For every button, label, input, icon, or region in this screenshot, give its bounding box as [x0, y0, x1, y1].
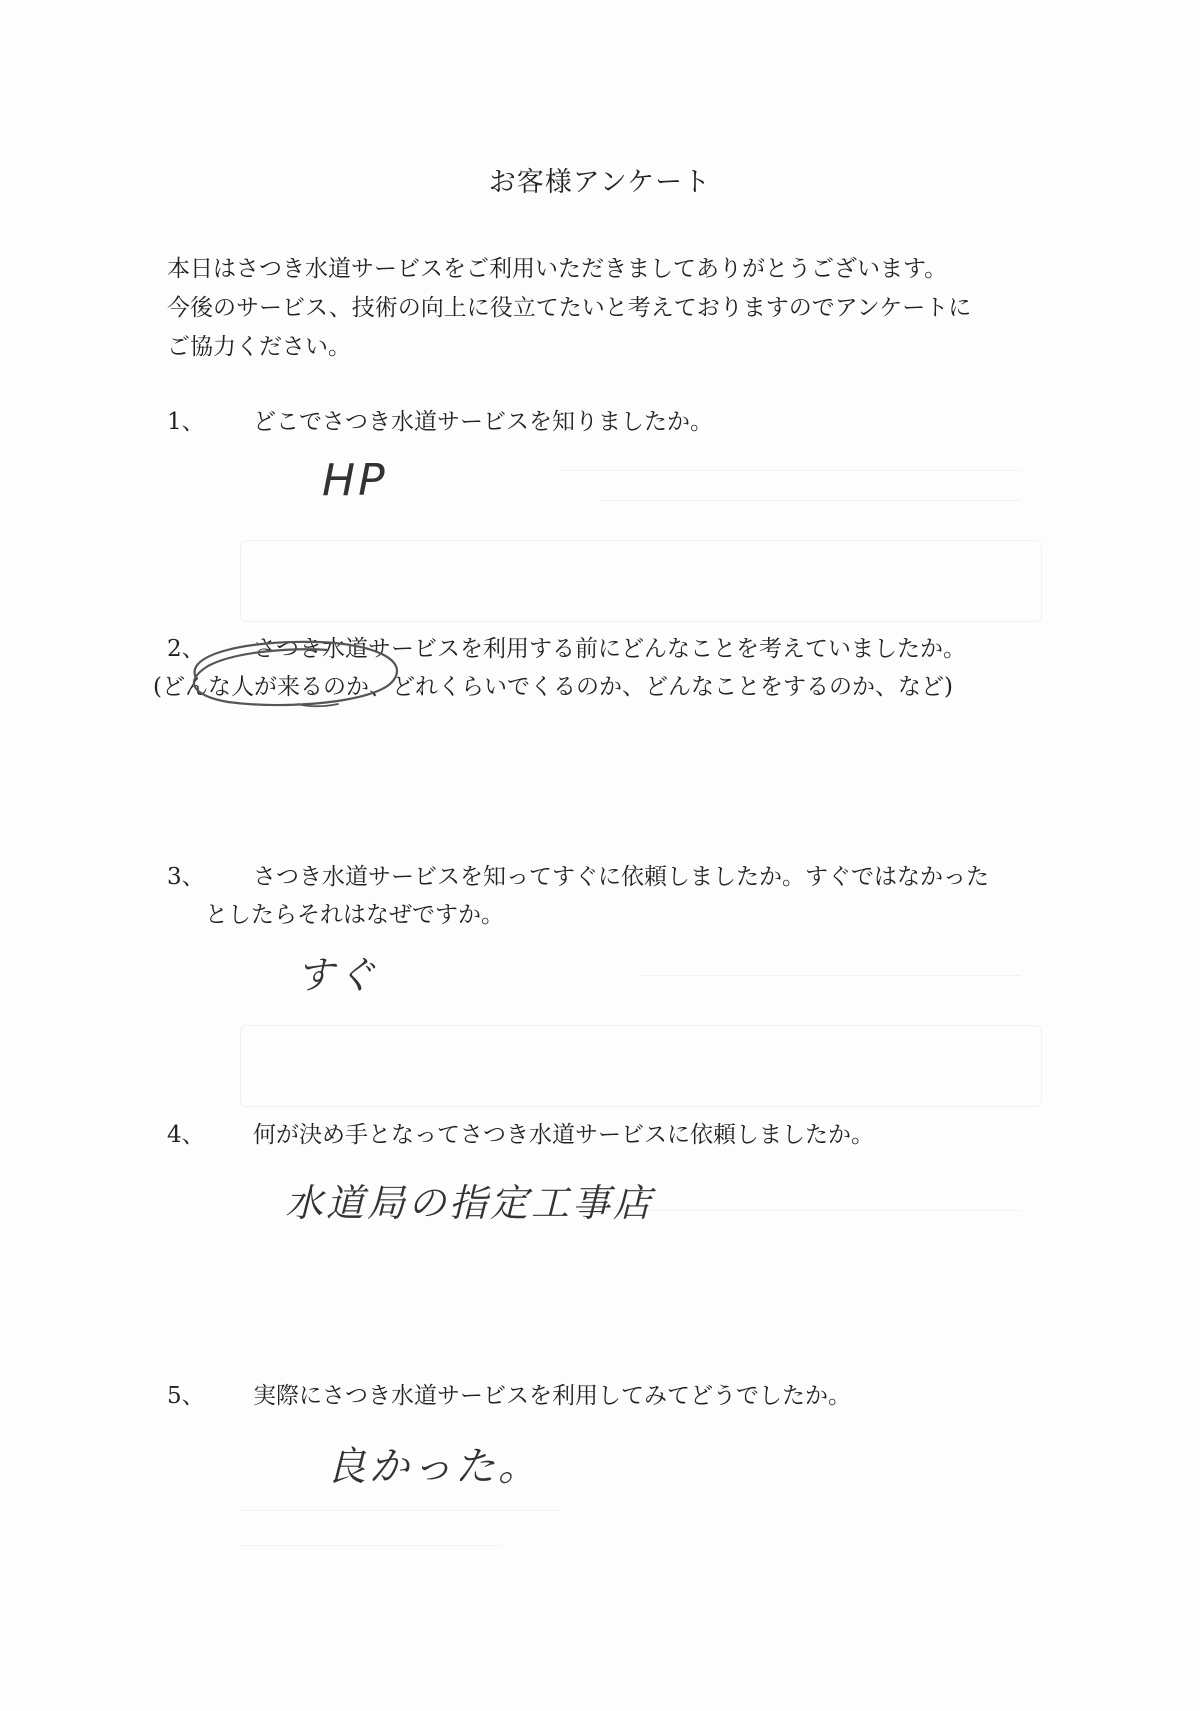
question-text: どこでさつき水道サービスを知りましたか。 — [253, 409, 713, 435]
intro-line: ご協力ください。 — [167, 334, 351, 360]
question-number: 4、 — [167, 1122, 205, 1148]
show-through-box — [240, 540, 1042, 622]
question-number: 2、 — [167, 636, 205, 662]
question-text: さつき水道サービスを知ってすぐに依頼しましたか。すぐではなかった — [253, 864, 989, 890]
show-through-line — [560, 470, 1020, 471]
show-through-line — [240, 1510, 560, 1511]
answer-5-handwriting: 良かった。 — [326, 1444, 541, 1490]
show-through-line — [640, 975, 1020, 976]
answer-1-handwriting: HP — [322, 455, 388, 506]
intro-line: 本日はさつき水道サービスをご利用いただきましてありがとうございます。 — [167, 256, 948, 282]
question-number: 1、 — [167, 409, 205, 435]
show-through-line — [240, 1545, 500, 1546]
intro-paragraph — [167, 250, 1067, 367]
handwritten-circle-mark — [178, 632, 408, 712]
answer-3-handwriting: すぐ — [296, 953, 379, 997]
show-through-line — [600, 1210, 1020, 1211]
page-title: お客様アンケート — [488, 167, 712, 198]
answer-4-handwriting: 水道局の指定工事店 — [285, 1181, 655, 1225]
question-text: 何が決め手となってさつき水道サービスに依頼しましたか。 — [253, 1122, 874, 1148]
question-number: 5、 — [167, 1383, 205, 1409]
question-continuation: (どんな人が来るのか、どれくらいでくるのか、どんなことをするのか、など) — [153, 674, 953, 700]
question-number: 3、 — [167, 864, 205, 890]
show-through-line — [600, 500, 1020, 501]
question-continuation: としたらそれはなぜですか。 — [205, 902, 504, 928]
question-text: さつき水道サービスを利用する前にどんなことを考えていましたか。 — [253, 636, 966, 662]
show-through-box — [240, 1025, 1042, 1107]
intro-line: 今後のサービス、技術の向上に役立てたいと考えておりますのでアンケートに — [167, 295, 972, 321]
question-text: 実際にさつき水道サービスを利用してみてどうでしたか。 — [253, 1383, 851, 1409]
